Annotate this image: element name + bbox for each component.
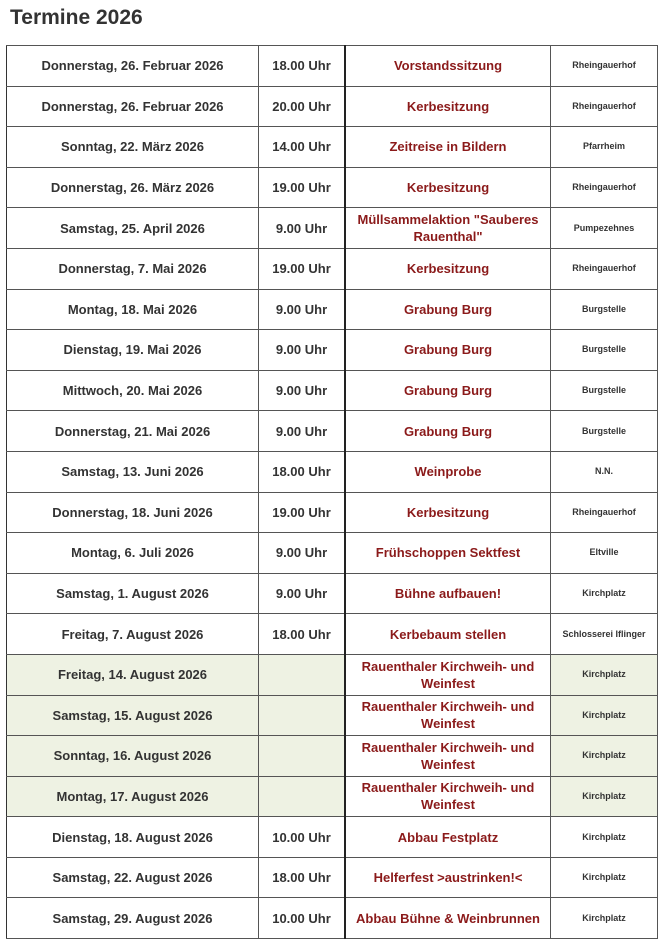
- event-title: Abbau Festplatz: [345, 817, 551, 858]
- event-row: [7, 289, 658, 330]
- event-time: 14.00 Uhr: [259, 127, 346, 168]
- event-date: Donnerstag, 26. März 2026: [7, 167, 259, 208]
- event-date: Montag, 17. August 2026: [7, 776, 259, 817]
- event-title: Kerbesitzung: [345, 248, 551, 289]
- event-time: 9.00 Uhr: [259, 370, 346, 411]
- event-title: Zeitreise in Bildern: [345, 127, 551, 168]
- event-time: 19.00 Uhr: [259, 248, 346, 289]
- event-title: Frühschoppen Sektfest: [345, 533, 551, 574]
- page-title: Termine 2026: [10, 6, 143, 29]
- event-title: Kerbesitzung: [345, 167, 551, 208]
- event-location: Kirchplatz: [551, 817, 658, 858]
- event-time: 20.00 Uhr: [259, 86, 346, 127]
- event-title: Rauenthaler Kirchweih- und Weinfest: [345, 776, 551, 817]
- event-location: Rheingauerhof: [551, 46, 658, 87]
- event-date: Freitag, 7. August 2026: [7, 614, 259, 655]
- event-location: Burgstelle: [551, 370, 658, 411]
- event-time: 9.00 Uhr: [259, 411, 346, 452]
- event-title: Grabung Burg: [345, 289, 551, 330]
- event-title: Grabung Burg: [345, 411, 551, 452]
- event-date: Donnerstag, 7. Mai 2026: [7, 248, 259, 289]
- event-location: Burgstelle: [551, 330, 658, 371]
- event-date: Montag, 6. Juli 2026: [7, 533, 259, 574]
- event-time: [259, 776, 346, 817]
- event-date: Montag, 18. Mai 2026: [7, 289, 259, 330]
- event-date: Samstag, 25. April 2026: [7, 208, 259, 249]
- event-date: Samstag, 1. August 2026: [7, 573, 259, 614]
- event-row: [7, 127, 658, 168]
- event-title: Kerbebaum stellen: [345, 614, 551, 655]
- event-date: Mittwoch, 20. Mai 2026: [7, 370, 259, 411]
- event-location: Burgstelle: [551, 411, 658, 452]
- event-location: Rheingauerhof: [551, 167, 658, 208]
- event-location: Pfarrheim: [551, 127, 658, 168]
- event-row: [7, 736, 658, 777]
- event-date: Donnerstag, 21. Mai 2026: [7, 411, 259, 452]
- event-time: 10.00 Uhr: [259, 898, 346, 939]
- event-location: Kirchplatz: [551, 776, 658, 817]
- event-row: [7, 533, 658, 574]
- event-date: Samstag, 13. Juni 2026: [7, 451, 259, 492]
- event-location: Rheingauerhof: [551, 86, 658, 127]
- event-location: Burgstelle: [551, 289, 658, 330]
- event-row: [7, 654, 658, 695]
- event-row: [7, 330, 658, 371]
- event-time: 18.00 Uhr: [259, 46, 346, 87]
- event-time: 18.00 Uhr: [259, 451, 346, 492]
- event-title: Grabung Burg: [345, 330, 551, 371]
- event-location: Kirchplatz: [551, 573, 658, 614]
- event-location: Kirchplatz: [551, 695, 658, 736]
- event-row: [7, 492, 658, 533]
- event-date: Freitag, 14. August 2026: [7, 654, 259, 695]
- event-row: [7, 898, 658, 939]
- event-location: Rheingauerhof: [551, 492, 658, 533]
- event-date: Samstag, 22. August 2026: [7, 857, 259, 898]
- event-date: Samstag, 15. August 2026: [7, 695, 259, 736]
- event-location: Rheingauerhof: [551, 248, 658, 289]
- event-title: Kerbesitzung: [345, 86, 551, 127]
- event-time: 9.00 Uhr: [259, 289, 346, 330]
- event-date: Samstag, 29. August 2026: [7, 898, 259, 939]
- event-time: 9.00 Uhr: [259, 330, 346, 371]
- event-row: [7, 614, 658, 655]
- events-table: [6, 45, 658, 939]
- event-time: 18.00 Uhr: [259, 614, 346, 655]
- event-time: 19.00 Uhr: [259, 167, 346, 208]
- event-title: Bühne aufbauen!: [345, 573, 551, 614]
- event-title: Vorstandssitzung: [345, 46, 551, 87]
- events-table-body: [7, 46, 658, 939]
- event-row: [7, 370, 658, 411]
- event-title: Weinprobe: [345, 451, 551, 492]
- event-time: 9.00 Uhr: [259, 573, 346, 614]
- event-location: Pumpezehnes: [551, 208, 658, 249]
- event-date: Sonntag, 22. März 2026: [7, 127, 259, 168]
- event-time: 19.00 Uhr: [259, 492, 346, 533]
- event-time: 9.00 Uhr: [259, 533, 346, 574]
- event-row: [7, 451, 658, 492]
- event-row: [7, 248, 658, 289]
- event-date: Donnerstag, 26. Februar 2026: [7, 46, 259, 87]
- event-title: Helferfest >austrinken!<: [345, 857, 551, 898]
- event-location: Kirchplatz: [551, 857, 658, 898]
- event-title: Rauenthaler Kirchweih- und Weinfest: [345, 654, 551, 695]
- event-row: [7, 776, 658, 817]
- event-location: N.N.: [551, 451, 658, 492]
- event-date: Sonntag, 16. August 2026: [7, 736, 259, 777]
- event-title: Abbau Bühne & Weinbrunnen: [345, 898, 551, 939]
- event-title: Rauenthaler Kirchweih- und Weinfest: [345, 695, 551, 736]
- event-title: Rauenthaler Kirchweih- und Weinfest: [345, 736, 551, 777]
- event-row: [7, 86, 658, 127]
- event-title: Müllsammelaktion "Sauberes Rauenthal": [345, 208, 551, 249]
- event-date: Dienstag, 18. August 2026: [7, 817, 259, 858]
- event-date: Donnerstag, 18. Juni 2026: [7, 492, 259, 533]
- event-time: [259, 736, 346, 777]
- event-title: Grabung Burg: [345, 370, 551, 411]
- event-date: Donnerstag, 26. Februar 2026: [7, 86, 259, 127]
- event-row: [7, 46, 658, 87]
- event-time: 9.00 Uhr: [259, 208, 346, 249]
- event-row: [7, 411, 658, 452]
- event-row: [7, 208, 658, 249]
- event-title: Kerbesitzung: [345, 492, 551, 533]
- event-time: 18.00 Uhr: [259, 857, 346, 898]
- event-row: [7, 817, 658, 858]
- event-location: Kirchplatz: [551, 898, 658, 939]
- event-row: [7, 857, 658, 898]
- event-location: Kirchplatz: [551, 654, 658, 695]
- event-time: [259, 654, 346, 695]
- event-time: [259, 695, 346, 736]
- event-row: [7, 695, 658, 736]
- event-location: Eltville: [551, 533, 658, 574]
- event-time: 10.00 Uhr: [259, 817, 346, 858]
- event-row: [7, 573, 658, 614]
- event-date: Dienstag, 19. Mai 2026: [7, 330, 259, 371]
- event-row: [7, 167, 658, 208]
- event-location: Schlosserei Iflinger: [551, 614, 658, 655]
- event-location: Kirchplatz: [551, 736, 658, 777]
